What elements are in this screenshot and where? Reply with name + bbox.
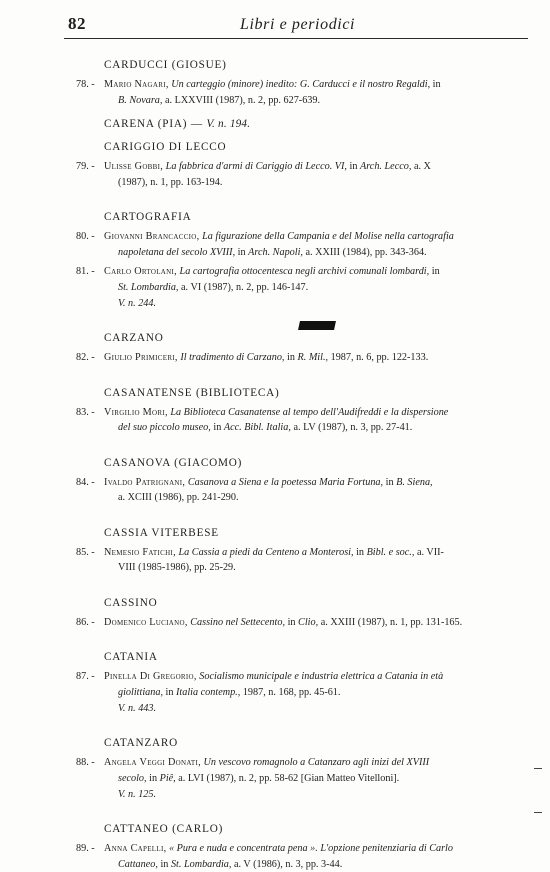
entry-journal: B. Novara, [118, 94, 163, 106]
entry-title: Cassino nel Settecento, [190, 616, 286, 628]
entry-title: Un carteggio (minore) inedito: G. Carducci e il nostro Regaldi, [171, 79, 431, 90]
entry-in: in [431, 266, 440, 277]
header-rule [64, 38, 528, 39]
entry-author: Giulio Primiceri, [104, 352, 178, 363]
entry-journal: Piê, [159, 772, 176, 784]
entry-journal: Arch. Lecco, [360, 161, 412, 172]
entry-88 [76, 755, 524, 786]
entry-82 [76, 350, 524, 366]
entry-in: in [287, 616, 296, 628]
entry-in: in [432, 79, 441, 90]
section-heading: CARZANO [104, 332, 164, 344]
entry-in: in [385, 476, 394, 488]
entry-in: in [237, 246, 246, 258]
page-header [0, 0, 550, 46]
page-number: 82 [68, 14, 86, 33]
entry-citation: a. LVI (1987), n. 2, pp. 58-62 [Gian Matteo Vitelloni]. [178, 772, 400, 784]
entry-number: 84. - [76, 476, 95, 488]
entry-83 [76, 405, 524, 436]
entry-citation-cont: VIII (1985-1986), pp. 25-29. [118, 562, 236, 573]
entry-citation: a. XCIII (1986), pp. 241-290. [118, 492, 239, 503]
entry-citation: 1987, n. 168, pp. 45-61. [242, 686, 341, 698]
entry-85 [76, 545, 524, 576]
entry-in: in [287, 352, 295, 363]
section-heading-crossref [104, 117, 550, 132]
entry-citation: a. LXXVIII (1987), n. 2, pp. 627-639. [164, 94, 321, 106]
entry-number: 79. - [76, 161, 95, 172]
entry-author: Ivaldo Patrignani, [104, 476, 186, 488]
cross-reference: V. n. 194. [206, 118, 251, 130]
section-heading: CATANZARO [104, 737, 179, 749]
entry-title: La cartografia ottocentesca negli archivi comunali lombardi, [179, 266, 430, 277]
section-heading: CASANATENSE (BIBLIOTECA) [104, 386, 280, 399]
section-heading: CASANOVA (GIACOMO) [104, 456, 243, 469]
entry-citation: a. XXIII (1987), n. 1, pp. 131-165. [320, 616, 463, 628]
entry-author: Pinella Di Gregorio, [104, 671, 197, 682]
entry-title-cont: del suo piccolo museo, [118, 422, 211, 433]
entry-89 [76, 841, 524, 872]
section-heading: CARTOGRAFIA [104, 211, 192, 223]
entry-title: Il tradimento di Carzano, [180, 352, 285, 363]
entry-79 [76, 159, 524, 190]
entry-title: Casanova a Siena e la poetessa Maria Fortuna, [187, 476, 384, 488]
entry-84 [76, 475, 524, 506]
section-heading: CARIGGIO DI LECCO [104, 141, 227, 153]
bibliography-body [0, 50, 550, 872]
see-also-reference: V. n. 125. [118, 789, 157, 800]
entry-number: 83. - [76, 406, 95, 418]
entry-80 [76, 229, 524, 260]
entry-citation: 1987, n. 6, pp. 122-133. [330, 352, 429, 363]
entry-title: La Cassia a piedi da Centeno a Monterosi, [178, 546, 354, 558]
entry-number: 85. - [76, 546, 95, 558]
entry-title: La fabbrica d'armi di Cariggio di Lecco. VI, [165, 161, 347, 172]
entry-in: in [149, 772, 158, 784]
entry-citation: a. XXIII (1984), pp. 343-364. [305, 246, 427, 258]
section-heading: CATTANEO (CARLO) [104, 823, 224, 835]
entry-author: Mario Nagari, [104, 79, 169, 90]
entry-title: « Pura e nuda e concentrata pena ». L'opzione penitenziaria di Carlo [168, 843, 453, 854]
entry-78 [76, 77, 524, 108]
section-heading: CASSIA VITERBESE [104, 526, 219, 539]
ink-blot [298, 321, 336, 330]
entry-number: 89. - [76, 843, 95, 854]
entry-number: 82. - [76, 352, 95, 363]
entry-title-cont: napoletana del secolo XVIII, [118, 246, 236, 258]
entry-author: Angela Veggi Donati, [104, 757, 201, 768]
see-also-reference: V. n. 443. [118, 703, 157, 714]
entry-number: 78. - [76, 79, 95, 90]
entry-title: La figurazione della Campania e del Molise nella cartografia [202, 231, 454, 242]
entry-in: in [349, 161, 358, 172]
section-heading: CATANIA [104, 651, 158, 663]
entry-title: Socialismo municipale e industria elettrica a Catania in età [199, 671, 444, 682]
entry-author: Virgilio Mori, [104, 406, 168, 418]
entry-author: Nemesio Fatichi, [104, 546, 176, 558]
entry-number: 81. - [76, 266, 95, 277]
entry-in: in [160, 858, 169, 870]
entry-81 [76, 264, 524, 295]
section-heading: CASSINO [104, 596, 158, 609]
section-heading: CARDUCCI (GIOSUE) [104, 59, 227, 71]
entry-journal: Acc. Bibl. Italia, [223, 422, 291, 433]
entry-journal: R. Mil., [297, 352, 329, 363]
entry-journal: St. Lombardia, [170, 858, 232, 870]
see-also-reference: V. n. 244. [118, 298, 157, 309]
entry-journal: B. Siena, [396, 476, 433, 488]
entry-in: in [165, 686, 174, 698]
entry-number: 87. - [76, 671, 95, 682]
entry-citation: a. X [413, 161, 431, 172]
entry-in: in [356, 546, 365, 558]
entry-author: Domenico Luciano, [104, 616, 188, 628]
entry-in: in [213, 422, 222, 433]
entry-title-cont: Cattaneo, [118, 858, 158, 870]
entry-citation: a. V (1986), n. 3, pp. 3-44. [233, 858, 343, 870]
entry-title-cont: giolittiana, [118, 686, 163, 698]
entry-number: 88. - [76, 757, 95, 768]
entry-journal: Italia contemp., [176, 686, 241, 698]
entry-title-cont: secolo, [118, 772, 147, 784]
entry-journal: Bibl. e soc., [366, 546, 415, 558]
entry-journal: Arch. Napoli, [248, 246, 303, 258]
entry-87 [76, 669, 524, 700]
entry-journal: Clio, [298, 616, 319, 628]
margin-mark [534, 768, 542, 769]
entry-author: Carlo Ortolani, [104, 266, 177, 277]
margin-mark [534, 812, 542, 813]
entry-citation-cont: (1987), n. 1, pp. 163-194. [118, 176, 223, 188]
entry-number: 86. - [76, 616, 95, 628]
entry-author: Ulisse Gobbi, [104, 161, 164, 172]
entry-author: Giovanni Brancaccio, [104, 231, 200, 242]
entry-citation: a. VI (1987), n. 2, pp. 146-147. [181, 281, 309, 293]
entry-title: Un vescovo romagnolo a Catanzaro agli inizi del XVIII [203, 757, 430, 768]
entry-author: Anna Capelli, [104, 843, 167, 854]
entry-citation: a. LV (1987), n. 3, pp. 27-41. [293, 422, 413, 433]
entry-86 [76, 615, 524, 631]
entry-citation: a. VII- [416, 546, 444, 558]
entry-title: La Biblioteca Casanatense al tempo dell'Audifreddi e la dispersione [170, 406, 449, 418]
section-heading: CARENA (PIA) — [104, 118, 203, 130]
entry-number: 80. - [76, 231, 95, 242]
running-title: Libri e periodici [240, 16, 356, 33]
entry-journal: St. Lombardia, [118, 281, 179, 293]
